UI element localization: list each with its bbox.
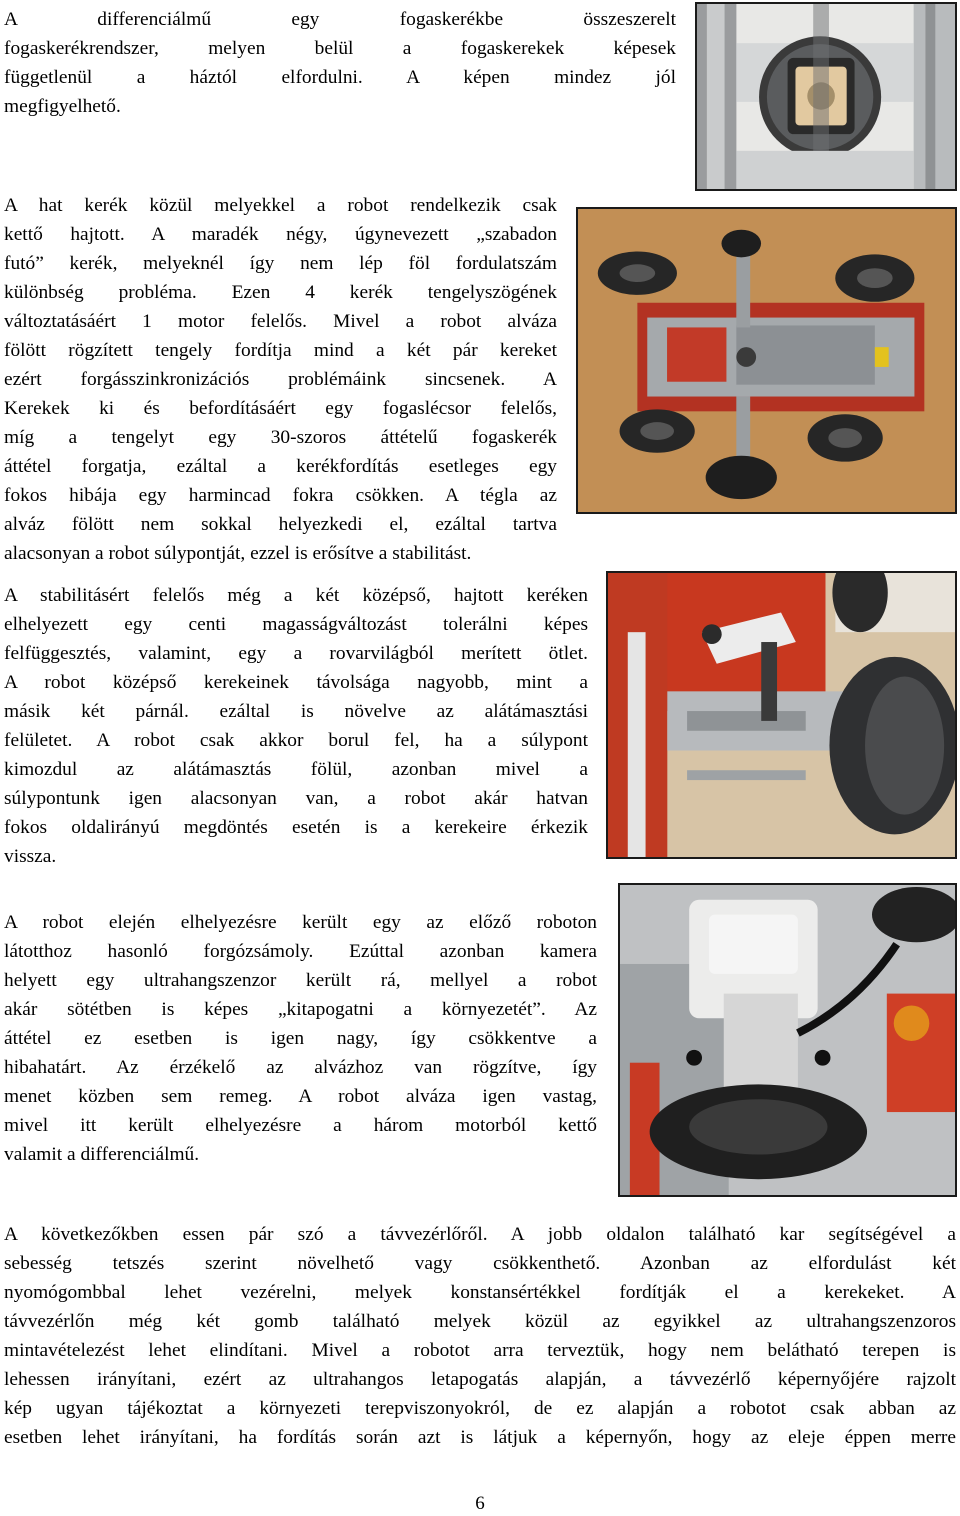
sensor-photo	[618, 883, 957, 1197]
text-line: valamit a differenciálmű.	[4, 1144, 200, 1165]
text-line: távvezérlőn még két gomb található melyek közül az egyikkel az ultrahangszenzoros	[4, 1311, 956, 1332]
text-line: míg a tengelyt egy 30-szoros áttételű fogaskerék	[4, 427, 557, 448]
text-line: áttétel forgatja, ezáltal a kerékfordítás esetleges egy	[4, 456, 557, 477]
text-line: hibahatárt. Az érzékelő az alvázhoz van rögzítve, így	[4, 1057, 597, 1078]
chassis-photo	[576, 207, 957, 514]
suspension-photo	[606, 571, 957, 859]
text-line: lehessen irányítani, ezért az ultrahangos letapogatás alapján, a távvezérlő képernyőjére rajzolt	[4, 1369, 956, 1390]
text-line: Kerekek ki és befordításáért egy fogaslécsor felelős,	[4, 398, 557, 419]
text-line: A robot elején elhelyezésre került egy az előző roboton	[4, 912, 597, 933]
text-line: másik két párnál. ezáltal is növelve az alátámasztási	[4, 701, 588, 722]
text-line: fokos hibája egy harmincad fokra csökken. A tégla az	[4, 485, 557, 506]
text-line: menet közben sem remeg. A robot alváza igen vastag,	[4, 1086, 597, 1107]
text-line: esetben lehet irányítani, ha fordítás során azt is látjuk a képernyőn, hogy az eleje éppen merre	[4, 1427, 956, 1448]
text-line: elhelyezett egy centi magasságváltozást tolerálni képes	[4, 614, 588, 635]
text-line: felületet. A robot csak akkor borul fel, ha a súlypont	[4, 730, 588, 751]
text-line: fogaskerékrendszer, melyen belül a fogaskerekek képesek	[4, 38, 676, 59]
text-line: sebesség tetszés szerint növelhető vagy csökkenthető. Azonban az elfordulást két	[4, 1253, 956, 1274]
paragraph-wheels	[4, 191, 557, 568]
text-line: A robot középső kerekeinek távolsága nagyobb, mint a	[4, 672, 588, 693]
text-line: változtatásáért 1 motor felelős. Mivel a robot alváza	[4, 311, 557, 332]
paragraph-remote	[4, 1220, 956, 1452]
text-line: súlypontunk igen alacsonyan van, a robot akár hatvan	[4, 788, 588, 809]
text-line: felfüggesztés, valamint, egy a rovarvilágból merített ötlet.	[4, 643, 588, 664]
text-line: mivel itt került elhelyezésre a három motorból kettő	[4, 1115, 597, 1136]
text-line: A differenciálmű egy fogaskerékbe összeszerelt	[4, 9, 676, 30]
text-line: A stabilitásért felelős még a két középső, hajtott keréken	[4, 585, 588, 606]
differential-photo	[695, 2, 957, 191]
text-line: megfigyelhető.	[4, 96, 121, 117]
text-line: kép ugyan tájékoztat a környezeti terepviszonyokról, de ez alapján a robotot csak abban az	[4, 1398, 956, 1419]
text-line: alacsonyan a robot súlypontját, ezzel is erősítve a stabilitást.	[4, 543, 472, 564]
text-line: akár sötétben is képes „kitapogatni a környezetét”. Az	[4, 999, 597, 1020]
text-line: különbség probléma. Ezen 4 kerék tengelyszögének	[4, 282, 557, 303]
text-line: futó” kerék, melyeknél így nem lép föl fordulatszám	[4, 253, 557, 274]
text-line: vissza.	[4, 846, 57, 867]
paragraph-differential	[4, 5, 676, 121]
text-line: mintavételezést lehet elindítani. Mivel a robotot arra terveztük, hogy nem belátható terepen is	[4, 1340, 956, 1361]
text-line: alváz fölött nem sokkal helyezkedi el, ezáltal tartva	[4, 514, 557, 535]
text-line: látotthoz hasonló forgózsámoly. Ezúttal azonban kamera	[4, 941, 597, 962]
paragraph-front-sensor	[4, 908, 597, 1169]
text-line: A következőkben essen pár szó a távvezérlőről. A jobb oldalon található kar segítségével a	[4, 1224, 956, 1245]
text-line: ezért forgásszinkronizációs problémáink sincsenek. A	[4, 369, 557, 390]
text-line: fölött rögzített tengely fordítja mind a két pár kereket	[4, 340, 557, 361]
paragraph-stability	[4, 581, 588, 871]
text-line: függetlenül a háztól elfordulni. A képen mindez jól	[4, 67, 676, 88]
text-line: A hat kerék közül melyekkel a robot rendelkezik csak	[4, 195, 557, 216]
text-line: kimozdul az alátámasztás fölül, azonban mivel a	[4, 759, 588, 780]
text-line: kettő hajtott. A maradék négy, úgynevezett „szabadon	[4, 224, 557, 245]
text-line: fokos oldalirányú megdöntés esetén is a kerekeire érkezik	[4, 817, 588, 838]
text-line: áttétel ez esetben is igen nagy, így csökkentve a	[4, 1028, 597, 1049]
page-number: 6	[475, 1493, 485, 1514]
text-line: nyomógombbal lehet vezérelni, melyek konstansértékkel fordítják el a kerekeket. A	[4, 1282, 956, 1303]
text-line: helyett egy ultrahangszenzor került rá, mellyel a robot	[4, 970, 597, 991]
